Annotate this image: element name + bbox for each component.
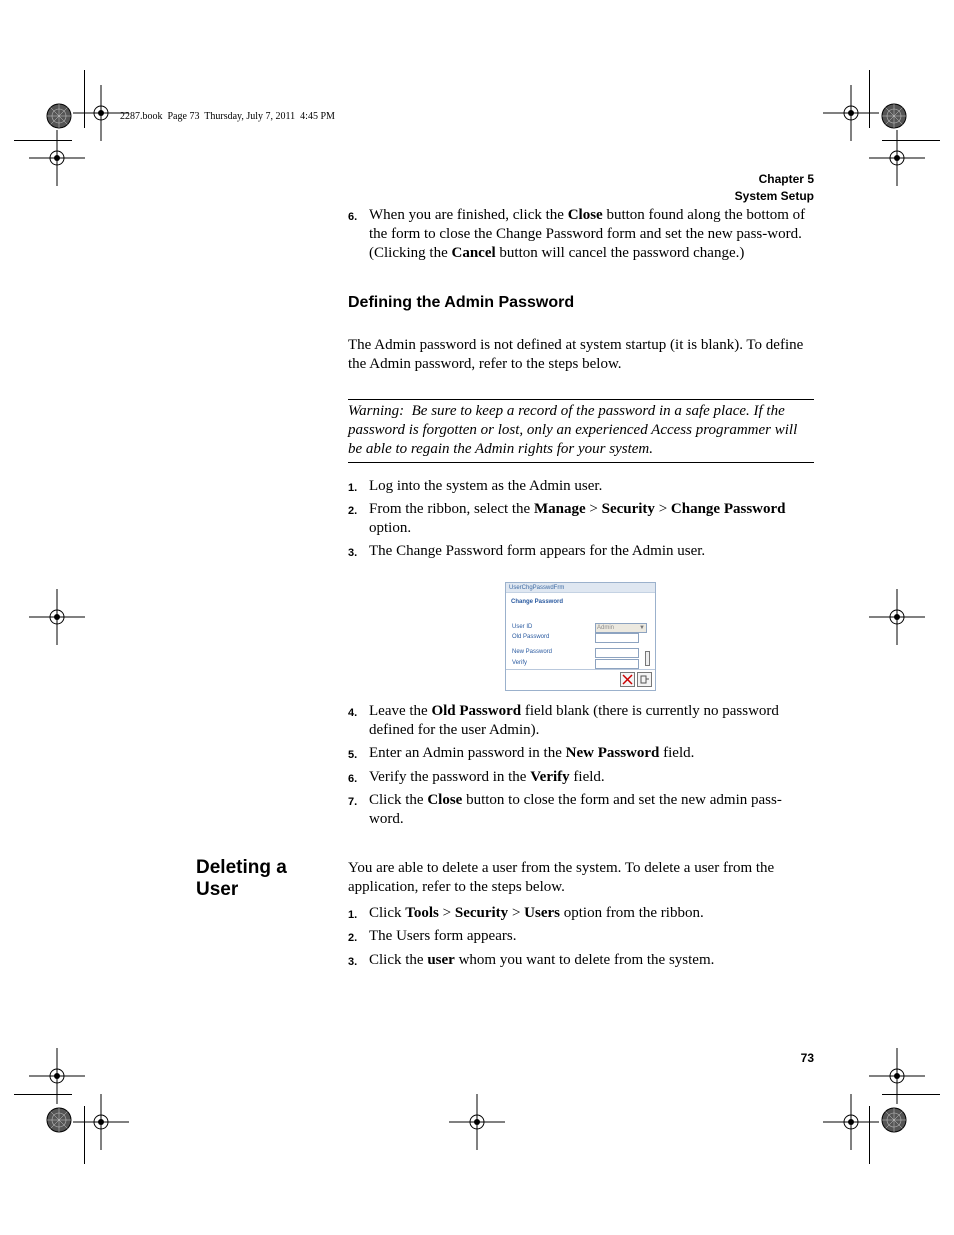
section-heading: Defining the Admin Password xyxy=(348,294,575,311)
step-text: The Users form appears. xyxy=(369,928,517,944)
page-number: 73 xyxy=(800,1051,814,1065)
warning-label: Warning: xyxy=(348,403,405,419)
step-text: Verify the password in the Verify field. xyxy=(369,769,605,785)
chapter-label: Chapter 5 xyxy=(758,172,814,186)
step-number: 2. xyxy=(348,505,358,517)
step-text: When you are finished, click the Close button found along the bottom of the form to close the Change Password form and set the new pass-word. (Clicking the Cancel button will cancel the password change.) xyxy=(369,207,806,261)
user-id-label: User ID xyxy=(512,624,533,630)
change-password-form-screenshot xyxy=(505,582,656,691)
step-number: 1. xyxy=(348,909,358,921)
step-text: The Change Password form appears for the Admin user. xyxy=(369,543,706,559)
user-id-select: Admin ▼ xyxy=(597,625,645,631)
list-item xyxy=(348,500,814,540)
print-info: 2287.book Page 73 Thursday, July 7, 2011 4:45 PM xyxy=(120,111,335,122)
step-text: From the ribbon, select the Manage > Security > Change Password option. xyxy=(369,501,786,536)
list-item xyxy=(348,206,814,266)
warning-bottom-rule xyxy=(348,462,814,463)
step-number: 3. xyxy=(348,547,358,559)
list-item xyxy=(348,477,814,497)
verify-label: Verify xyxy=(512,660,528,666)
step-text: Click the Close button to close the form and set the new admin pass-word. xyxy=(369,792,782,827)
list-item xyxy=(348,542,814,562)
step-number: 3. xyxy=(348,956,358,968)
old-password-field xyxy=(595,633,639,643)
step-text: Log into the system as the Admin user. xyxy=(369,478,603,494)
section-label: System Setup xyxy=(734,189,814,203)
old-password-label: Old Password xyxy=(512,634,550,640)
list-item xyxy=(348,744,814,764)
chevron-down-icon: ▼ xyxy=(639,625,645,631)
form-window-title: UserChgPasswdFrm xyxy=(506,583,655,593)
list-item xyxy=(348,768,814,788)
list-item xyxy=(348,904,814,924)
form-title: Change Password xyxy=(511,599,564,605)
step-text: Click the user whom you want to delete from the system. xyxy=(369,952,715,968)
step-number: 7. xyxy=(348,796,358,808)
save-icon xyxy=(637,672,652,687)
delete-intro: You are able to delete a user from the system. To delete a user from the application, refer to the steps below. xyxy=(348,860,775,895)
step-text: Leave the Old Password field blank (there is currently no password defined for the user Admin). xyxy=(369,703,779,738)
step-number: 4. xyxy=(348,707,358,719)
new-password-field xyxy=(595,648,639,658)
step-number: 6. xyxy=(348,773,358,785)
verify-field xyxy=(595,659,639,669)
warning-text: Be sure to keep a record of the password in a safe place. If the password is forgotten or lost, only an experienced Access programmer will be able to regain the Admin rights for your system. xyxy=(348,403,798,457)
step-number: 2. xyxy=(348,932,358,944)
close-icon xyxy=(620,672,635,687)
key-icon xyxy=(645,651,650,666)
step-number: 1. xyxy=(348,482,358,494)
list-item xyxy=(348,791,814,831)
admin-intro: The Admin password is not defined at system startup (it is blank). To define the Admin password, refer to the steps below. xyxy=(348,337,804,372)
section-heading: Deleting a User xyxy=(196,857,287,900)
step-text: Click Tools > Security > Users option from the ribbon. xyxy=(369,905,704,921)
warning-top-rule xyxy=(348,399,814,400)
list-item xyxy=(348,951,814,971)
new-password-label: New Password xyxy=(512,649,553,655)
list-item xyxy=(348,702,814,742)
warning-note xyxy=(348,402,814,459)
step-number: 6. xyxy=(348,211,358,223)
step-number: 5. xyxy=(348,749,358,761)
list-item xyxy=(348,927,814,947)
step-text: Enter an Admin password in the New Password field. xyxy=(369,745,695,761)
